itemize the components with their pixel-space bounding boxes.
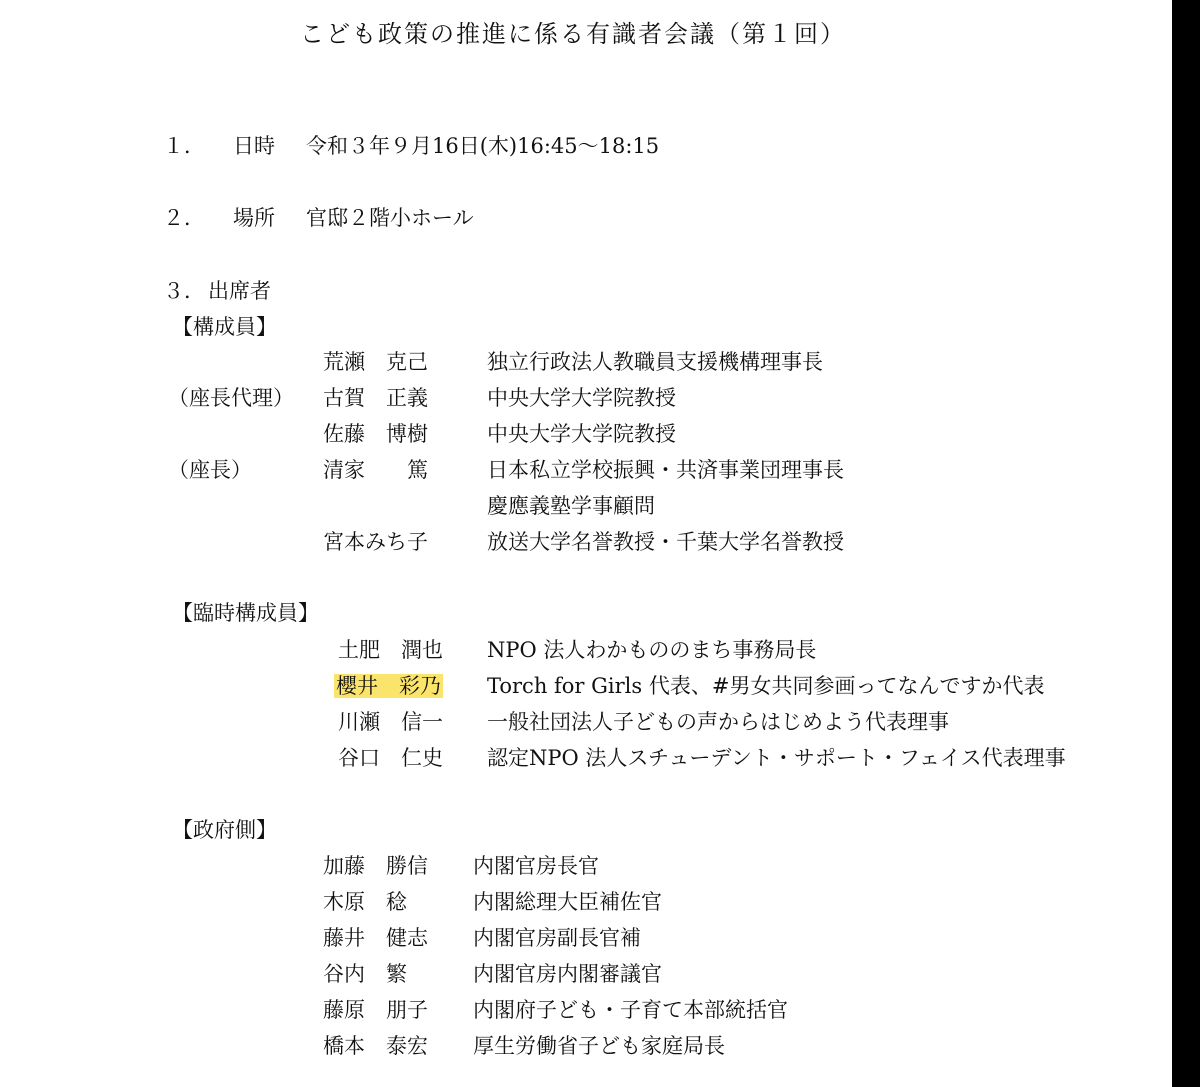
item-number: ２．	[163, 206, 205, 230]
section-heading: 【政府側】	[172, 818, 277, 842]
member-name: 荒瀬 克己	[323, 350, 428, 374]
member-affiliation: 一般社団法人子どもの声からはじめよう代表理事	[487, 710, 949, 734]
member-affiliation: 中央大学大学院教授	[487, 386, 676, 410]
official-title: 内閣府子ども・子育て本部統括官	[473, 998, 788, 1022]
official-title: 内閣総理大臣補佐官	[473, 890, 662, 914]
member-name: 佐藤 博樹	[323, 422, 428, 446]
member-affiliation: 認定NPO 法人スチューデント・サポート・フェイス代表理事	[487, 746, 1066, 770]
member-name: 谷口 仁史	[338, 746, 443, 770]
official-name: 藤井 健志	[323, 926, 428, 950]
member-role: （座長代理）	[168, 386, 294, 410]
member-role: （座長）	[168, 458, 252, 482]
official-name: 加藤 勝信	[323, 854, 428, 878]
member-name: 古賀 正義	[323, 386, 428, 410]
official-name: 木原 稔	[323, 890, 407, 914]
item-number: ３．	[163, 279, 205, 303]
member-affiliation: 日本私立学校振興・共済事業団理事長	[487, 458, 844, 482]
highlight-marker: 櫻井 彩乃	[336, 674, 441, 698]
member-affiliation: 放送大学名誉教授・千葉大学名誉教授	[487, 530, 844, 554]
official-name: 藤原 朋子	[323, 998, 428, 1022]
member-affiliation: 独立行政法人教職員支援機構理事長	[487, 350, 823, 374]
official-title: 内閣官房内閣審議官	[473, 962, 662, 986]
member-affiliation: 慶應義塾学事顧問	[487, 494, 655, 518]
member-name: 宮本みち子	[323, 530, 428, 554]
item-label: 場所	[233, 206, 275, 230]
member-name: 清家 篤	[323, 458, 428, 482]
item-number: １．	[163, 134, 205, 158]
item-label: 日時	[233, 134, 275, 158]
member-affiliation: NPO 法人わかもののまち事務局長	[487, 638, 817, 662]
document-title: こども政策の推進に係る有識者会議（第１回）	[300, 20, 846, 48]
member-name: 川瀬 信一	[338, 710, 443, 734]
item-value: 官邸２階小ホール	[306, 206, 474, 230]
official-title: 内閣官房長官	[473, 854, 599, 878]
official-name: 橋本 泰宏	[323, 1034, 428, 1058]
official-title: 内閣官房副長官補	[473, 926, 641, 950]
item-label: 出席者	[208, 279, 271, 303]
member-affiliation: 中央大学大学院教授	[487, 422, 676, 446]
official-name: 谷内 繁	[323, 962, 407, 986]
section-heading: 【臨時構成員】	[172, 601, 319, 625]
section-heading: 【構成員】	[172, 315, 277, 339]
item-value: 令和３年９月16日(木)16:45～18:15	[306, 134, 660, 158]
member-name: 土肥 潤也	[338, 638, 443, 662]
member-affiliation: Torch for Girls 代表、#男女共同参画ってなんですか代表	[487, 674, 1045, 698]
official-title: 厚生労働省子ども家庭局長	[473, 1034, 725, 1058]
member-name-highlighted	[334, 672, 443, 700]
